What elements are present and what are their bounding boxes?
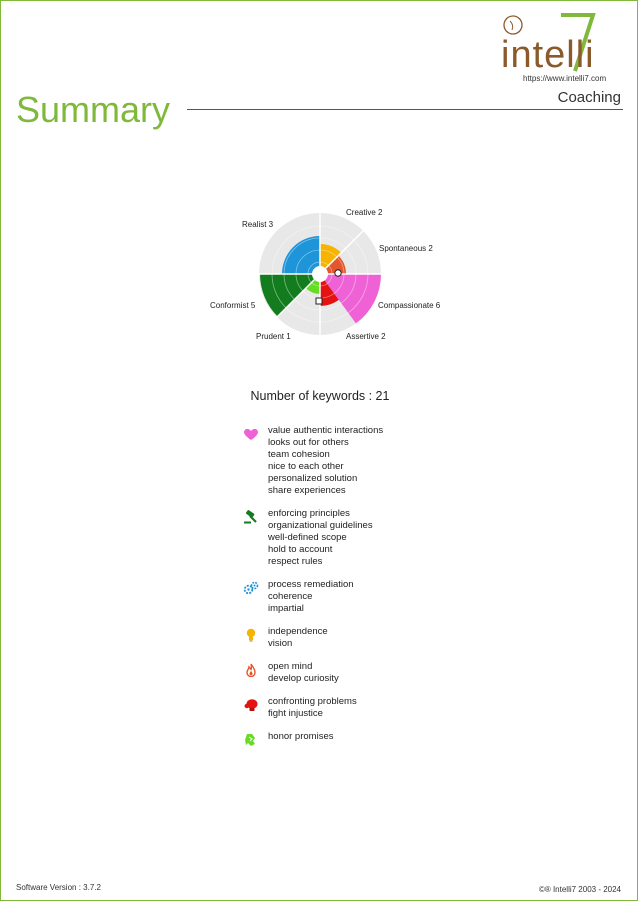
keyword-item: independence (268, 626, 328, 637)
keyword-item: looks out for others (268, 437, 349, 448)
wheel-label-compassionate: Compassionate 6 (378, 301, 441, 310)
keyword-item: organizational guidelines (268, 520, 373, 531)
wheel-label-assertive: Assertive 2 (346, 332, 386, 341)
assertive-boxing-glove-icon (243, 698, 259, 712)
intelli7-logo (499, 11, 625, 77)
keyword-count: Number of keywords : 21 (250, 389, 390, 403)
keyword-item: process remediation (268, 579, 354, 590)
keyword-item: share experiences (268, 485, 346, 496)
keyword-item: coherence (268, 591, 313, 602)
keyword-item: vision (268, 638, 293, 649)
compassionate-heart-icon (243, 427, 259, 441)
wheel-label-creative: Creative 2 (346, 208, 383, 217)
keyword-item: hold to account (268, 544, 333, 555)
keyword-item: personalized solution (268, 473, 358, 484)
keyword-item: respect rules (268, 556, 323, 567)
wheel-label-prudent: Prudent 1 (256, 332, 291, 341)
wheel-label-spontaneous: Spontaneous 2 (379, 244, 433, 253)
keyword-item: enforcing principles (268, 508, 350, 519)
svg-text:intelli: intelli (501, 34, 595, 76)
keyword-item: honor promises (268, 731, 334, 742)
keyword-group-compassionate (241, 425, 383, 497)
keyword-group-prudent (241, 731, 383, 743)
realist-gears-icon (243, 581, 259, 595)
software-version: Software Version : 3.7.2 (16, 883, 101, 892)
section-name: Coaching (557, 89, 621, 106)
keyword-item: well-defined scope (268, 532, 347, 543)
keyword-item: open mind (268, 661, 313, 672)
keyword-item: value authentic interactions (268, 425, 384, 436)
website-url[interactable]: https://www.intelli7.com (523, 74, 607, 83)
keyword-group-assertive (241, 696, 383, 720)
keyword-item: nice to each other (268, 461, 344, 472)
prudent-handshake-icon (243, 733, 259, 747)
copyright-notice: ©® Intelli7 2003 - 2024 (538, 885, 621, 894)
wheel-marker-square (316, 298, 322, 304)
keyword-group-conformist (241, 508, 383, 568)
profile-wheel (200, 199, 460, 349)
keyword-item: team cohesion (268, 449, 330, 460)
keyword-group-creative (241, 626, 383, 650)
keyword-groups (241, 425, 383, 754)
keyword-item: fight injustice (268, 708, 323, 719)
wheel-label-realist: Realist 3 (242, 220, 274, 229)
page-title: Summary (16, 89, 171, 130)
keyword-item: develop curiosity (268, 673, 339, 684)
keyword-group-spontaneous (241, 661, 383, 685)
creative-lightbulb-icon (243, 628, 259, 642)
keyword-item: impartial (268, 603, 304, 614)
keyword-group-realist (241, 579, 383, 615)
keyword-item: confronting problems (268, 696, 357, 707)
title-rule (187, 109, 623, 110)
spontaneous-flame-icon (243, 663, 259, 677)
wheel-label-conformist: Conformist 5 (210, 301, 256, 310)
conformist-gavel-icon (243, 510, 259, 524)
wheel-marker-circle (335, 270, 341, 276)
